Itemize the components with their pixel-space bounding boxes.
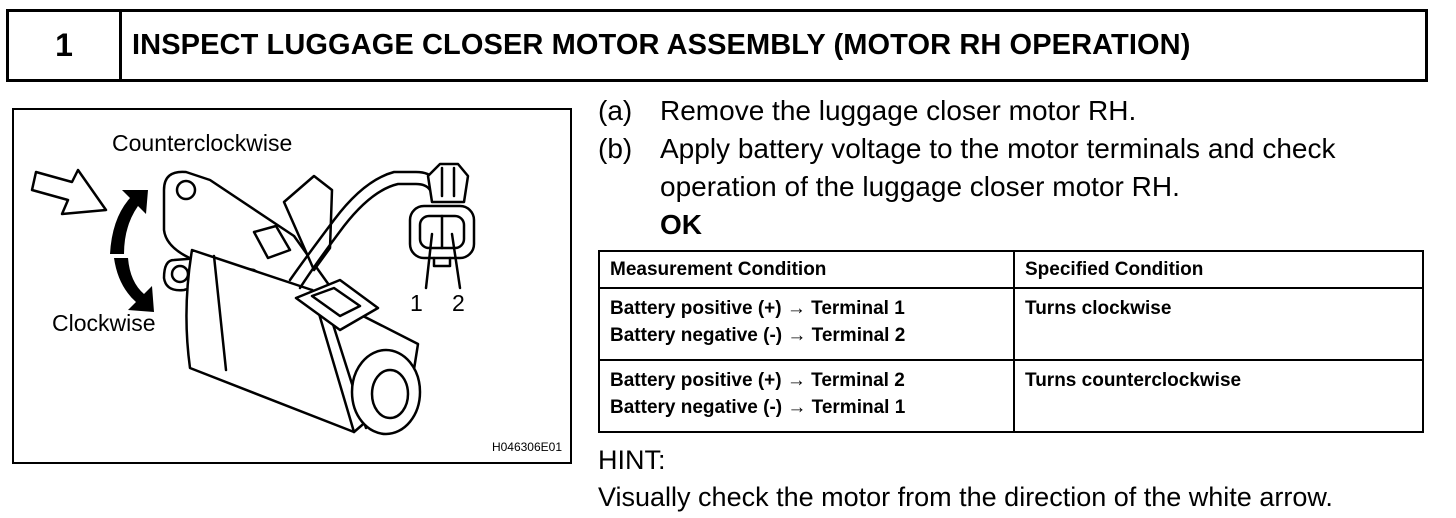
step-b-text: Apply battery voltage to the motor terminals and check [660,133,1336,164]
hint-label: HINT: [598,445,666,475]
motor-drawing [14,110,570,462]
specified-cell: Turns clockwise [1014,288,1423,360]
step-b-text-2: operation of the luggage closer motor RH. [660,171,1180,202]
clockwise-label: Clockwise [52,310,156,336]
table-row [599,288,1423,360]
specified-cell: Turns counterclockwise [1014,360,1423,432]
step-a [598,92,1335,130]
step-a-letter: (a) [598,95,633,126]
rotation-arrow-ccw-icon [110,190,148,254]
figure-code: H046306E01 [491,440,562,454]
table-header-row [599,251,1423,288]
counterclockwise-label: Counterclockwise [112,130,293,156]
measurement-cell [599,360,1014,432]
step-b-continued [598,168,1335,206]
hint-text: Visually check the motor from the direction of the white arrow. [598,482,1333,512]
step-title: INSPECT LUGGAGE CLOSER MOTOR ASSEMBLY (MOTOR RH OPERATION) [132,29,1191,61]
condition-line: Battery negative (-) → Terminal 1 [610,397,906,418]
condition-line: Battery positive (+) → Terminal 2 [610,370,905,391]
step-b-letter: (b) [598,133,633,164]
measurement-cell [599,288,1014,360]
procedure-steps [598,92,1335,244]
motor-illustration [12,108,572,464]
terminal-1-label: 1 [410,290,423,316]
step-header [6,9,1428,82]
terminal-2-label: 2 [452,290,465,316]
rotation-arrow-cw-icon [114,258,154,312]
condition-line: Battery negative (-) → Terminal 2 [610,325,906,346]
step-number: 1 [9,12,122,79]
white-arrow-icon [32,170,106,214]
header-measurement-condition: Measurement Condition [599,251,1014,288]
condition-line: Battery positive (+) → Terminal 1 [610,298,905,319]
step-a-text: Remove the luggage closer motor RH. [660,95,1137,126]
step-b [598,130,1335,168]
table-row [599,360,1423,432]
ok-label: OK [660,209,702,240]
header-specified-condition: Specified Condition [1014,251,1423,288]
spec-table [598,250,1424,433]
hint-block [598,442,1333,516]
